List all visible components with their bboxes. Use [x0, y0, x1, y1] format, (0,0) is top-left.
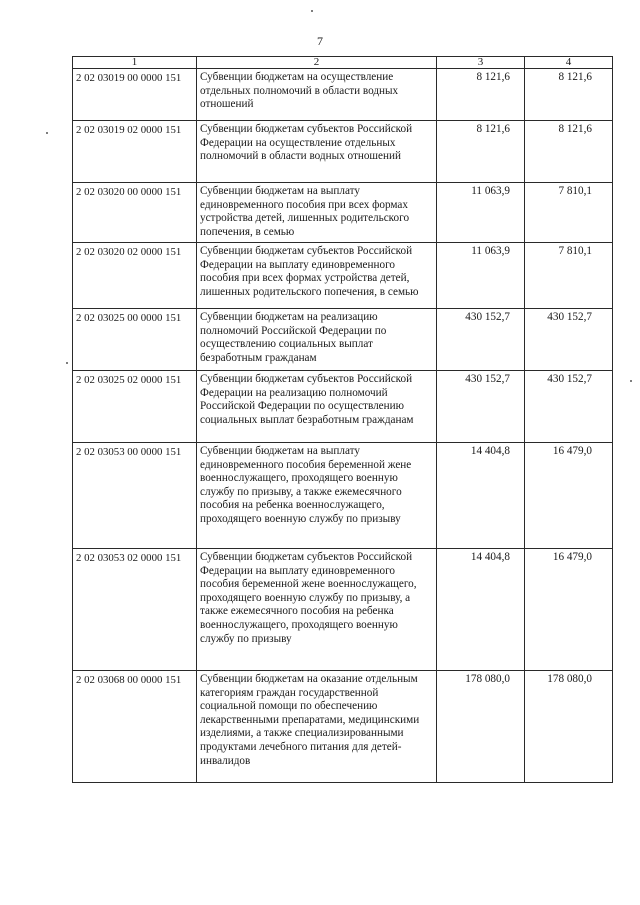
description-cell: Субвенции бюджетам субъектов Российской Федерации на выплату единовременного пособия беременной жене военнослужащего, проходящего военную службу по призыву, а также ежемесячного пособия на ребенка военнослужащего, проходящего военную службу по призыву	[197, 549, 437, 671]
value-col3-cell: 430 152,7	[437, 371, 525, 443]
scan-speck	[311, 10, 313, 12]
column-header-3: 3	[437, 57, 525, 69]
table-header-row	[73, 57, 613, 69]
budget-code-cell: 2 02 03053 02 0000 151	[73, 549, 197, 671]
value-col3-cell: 178 080,0	[437, 671, 525, 783]
value-col3-cell: 14 404,8	[437, 443, 525, 549]
table-row	[73, 309, 613, 371]
table-row	[73, 671, 613, 783]
column-header-2: 2	[197, 57, 437, 69]
value-col3-cell: 11 063,9	[437, 243, 525, 309]
description-cell: Субвенции бюджетам на выплату единовременного пособия при всех формах устройства детей, лишенных родительского попечения, в семью	[197, 183, 437, 243]
value-col3-cell: 8 121,6	[437, 121, 525, 183]
value-col4-cell: 178 080,0	[525, 671, 613, 783]
budget-code-cell: 2 02 03019 02 0000 151	[73, 121, 197, 183]
value-col3-cell: 14 404,8	[437, 549, 525, 671]
budget-code-cell: 2 02 03019 00 0000 151	[73, 69, 197, 121]
description-cell: Субвенции бюджетам на выплату единовременного пособия беременной жене военнослужащего, проходящего военную службу по призыву, а также ежемесячного пособия на ребенка военнослужащего, проходящего военную службу по призыву	[197, 443, 437, 549]
budget-code-cell: 2 02 03025 02 0000 151	[73, 371, 197, 443]
value-col4-cell: 16 479,0	[525, 549, 613, 671]
budget-table	[72, 56, 613, 783]
value-col4-cell: 8 121,6	[525, 69, 613, 121]
table-row	[73, 243, 613, 309]
description-cell: Субвенции бюджетам на реализацию полномочий Российской Федерации по осуществлению социальных выплат безработным гражданам	[197, 309, 437, 371]
value-col4-cell: 430 152,7	[525, 371, 613, 443]
table-row	[73, 443, 613, 549]
description-cell: Субвенции бюджетам субъектов Российской Федерации на выплату единовременного пособия при всех формах устройства детей, лишенных родительского попечения, в семью	[197, 243, 437, 309]
value-col3-cell: 8 121,6	[437, 69, 525, 121]
value-col4-cell: 16 479,0	[525, 443, 613, 549]
column-header-4: 4	[525, 57, 613, 69]
value-col4-cell: 7 810,1	[525, 183, 613, 243]
table-row	[73, 371, 613, 443]
budget-code-cell: 2 02 03020 00 0000 151	[73, 183, 197, 243]
description-cell: Субвенции бюджетам субъектов Российской Федерации на осуществление отдельных полномочий в области водных отношений	[197, 121, 437, 183]
value-col4-cell: 8 121,6	[525, 121, 613, 183]
page-number: 7	[317, 34, 323, 48]
description-cell: Субвенции бюджетам на оказание отдельным категориям граждан государственной социальной помощи по обеспечению лекарственными препаратами, медицинскими изделиями, а также специализированными продуктами лечебного питания для детей-инвалидов	[197, 671, 437, 783]
budget-code-cell: 2 02 03020 02 0000 151	[73, 243, 197, 309]
value-col4-cell: 430 152,7	[525, 309, 613, 371]
scan-speck	[66, 362, 68, 364]
scan-speck	[630, 380, 632, 382]
budget-code-cell: 2 02 03068 00 0000 151	[73, 671, 197, 783]
description-cell: Субвенции бюджетам на осуществление отдельных полномочий в области водных отношений	[197, 69, 437, 121]
budget-code-cell: 2 02 03025 00 0000 151	[73, 309, 197, 371]
description-cell: Субвенции бюджетам субъектов Российской Федерации на реализацию полномочий Российской Федерации по осуществлению социальных выплат безработным гражданам	[197, 371, 437, 443]
value-col4-cell: 7 810,1	[525, 243, 613, 309]
column-header-1: 1	[73, 57, 197, 69]
value-col3-cell: 430 152,7	[437, 309, 525, 371]
table-row	[73, 121, 613, 183]
budget-code-cell: 2 02 03053 00 0000 151	[73, 443, 197, 549]
table-row	[73, 69, 613, 121]
table-row	[73, 549, 613, 671]
scan-speck	[46, 132, 48, 134]
value-col3-cell: 11 063,9	[437, 183, 525, 243]
table-row	[73, 183, 613, 243]
